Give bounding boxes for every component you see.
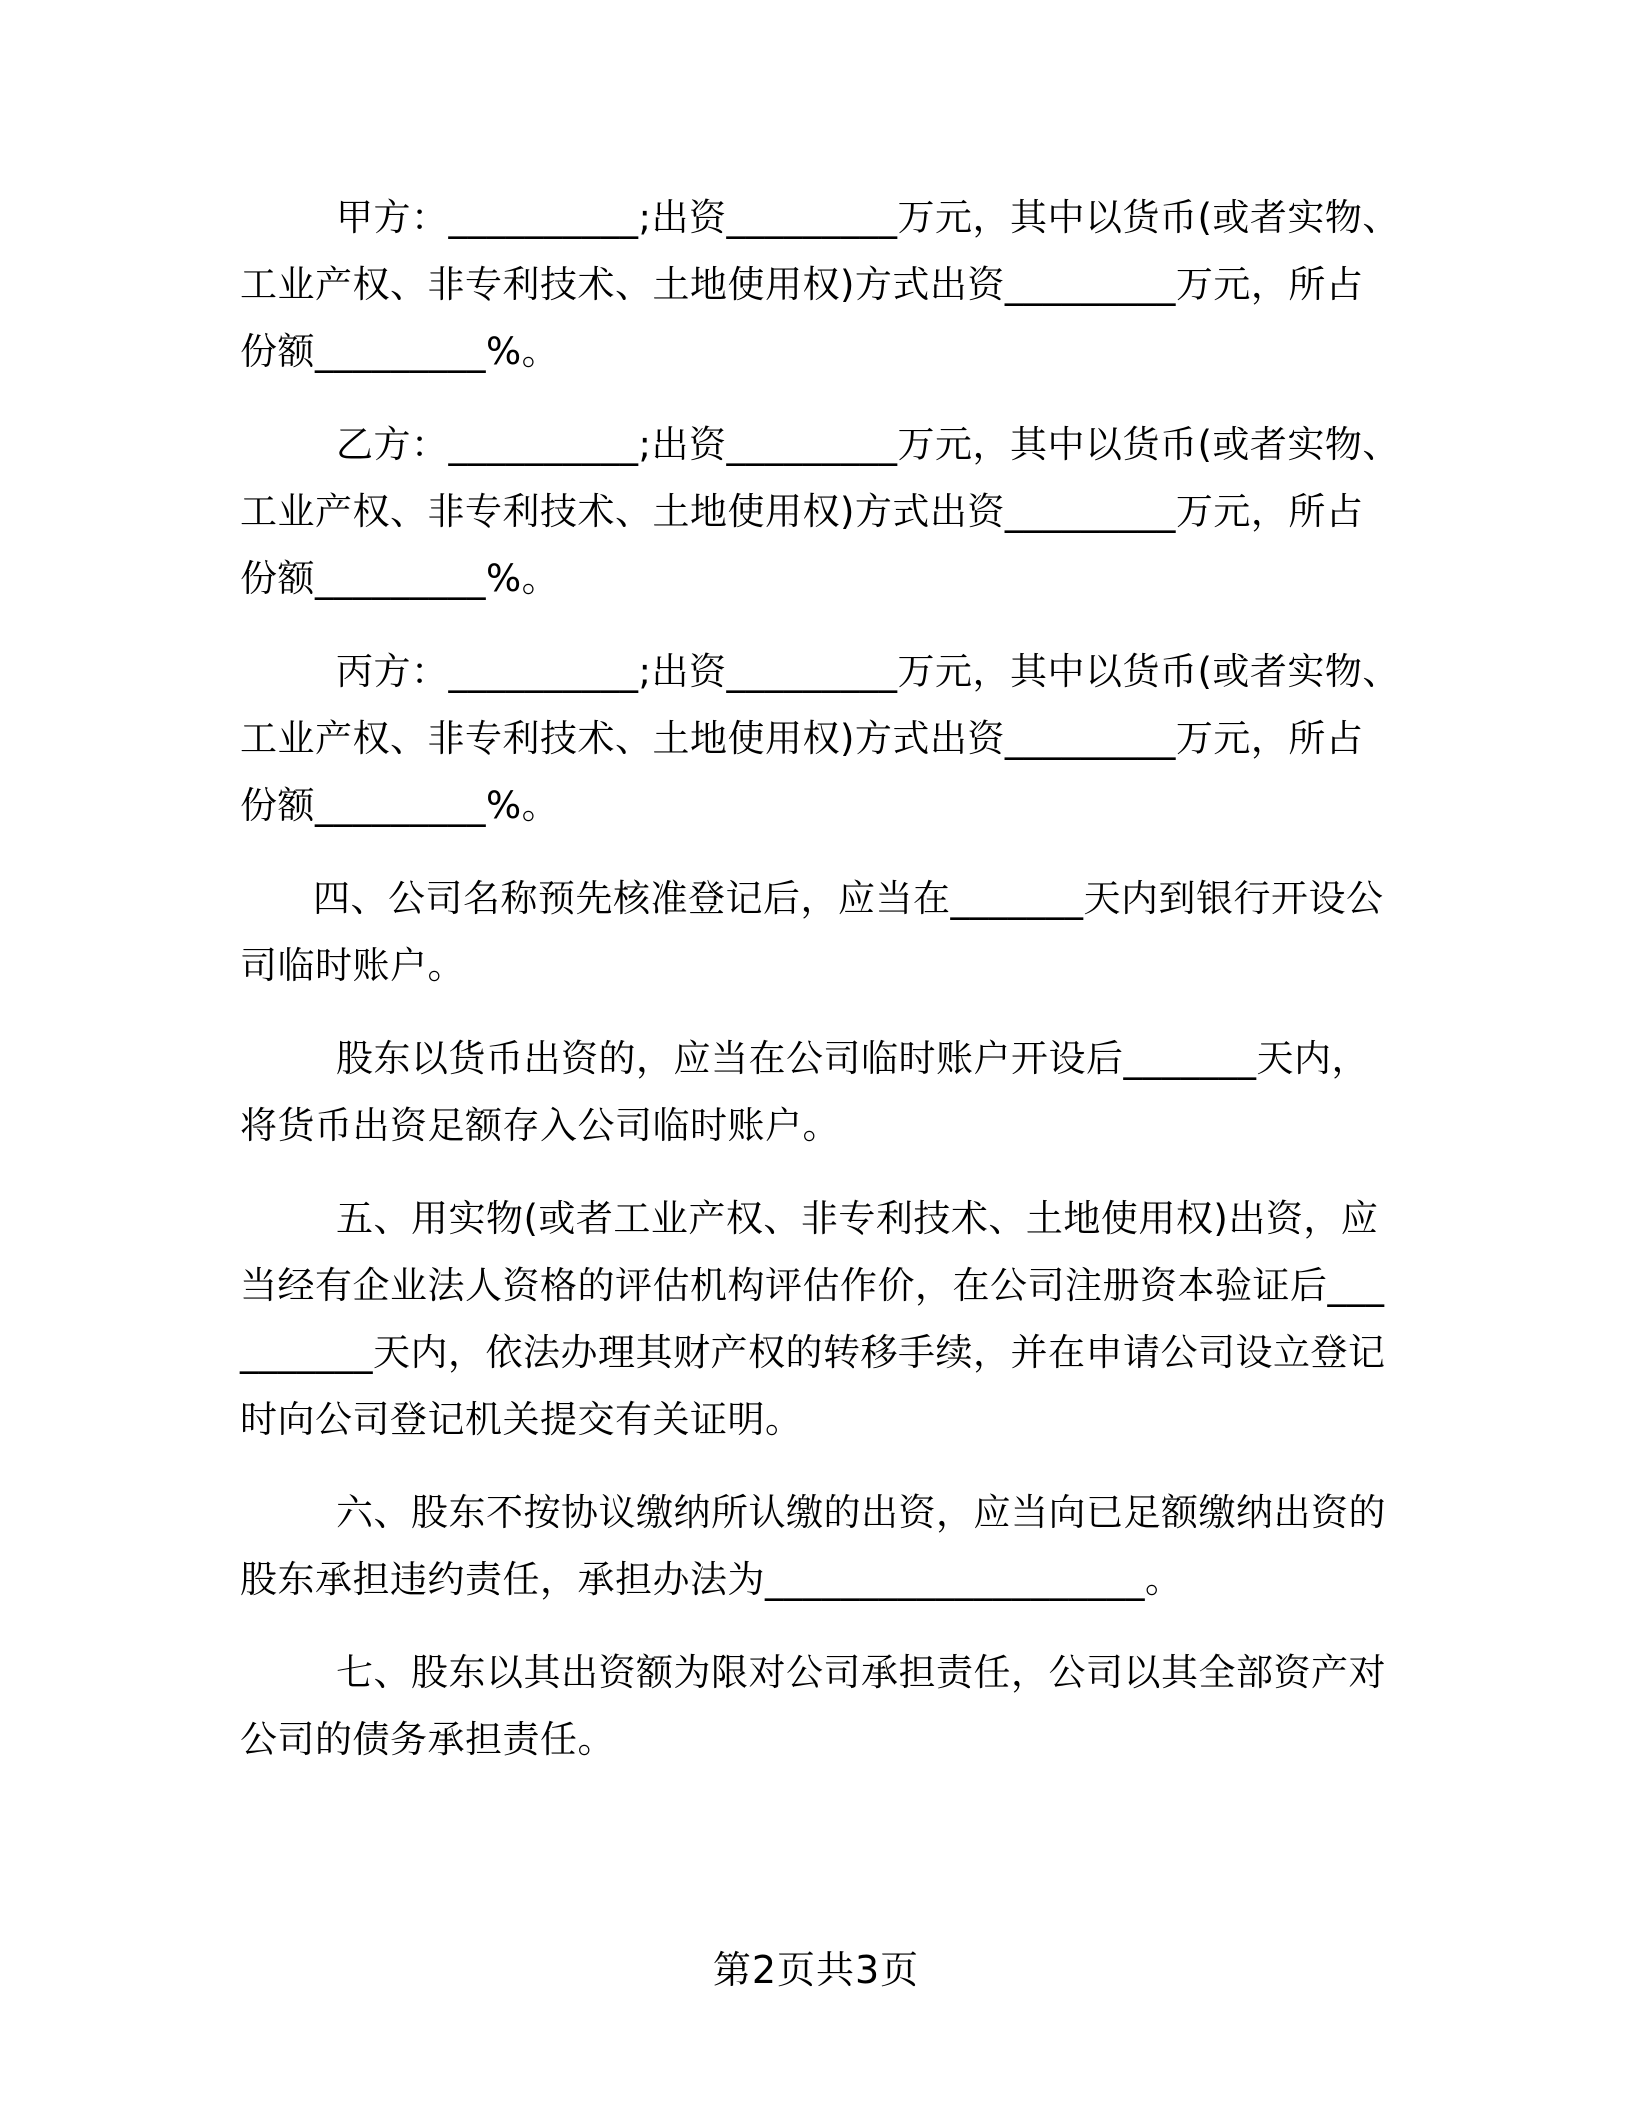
section-6-paragraph: 六、股东不按协议缴纳所认缴的出资，应当向已足额缴纳出资的股东承担违约责任，承担办法为____________________。 <box>240 1491 1386 1601</box>
party-c-contribution-paragraph: 丙方：__________;出资_________万元，其中以货币(或者实物、工业产权、非专利技术、土地使用权)方式出资_________万元，所占份额_________%。 <box>240 650 1400 827</box>
page-number-footer: 第2页共3页 <box>712 1948 920 1992</box>
section-4-paragraph: 四、公司名称预先核准登记后，应当在_______天内到银行开设公司临时账户。 <box>240 877 1384 987</box>
party-a-contribution-paragraph: 甲方：__________;出资_________万元，其中以货币(或者实物、工业产权、非专利技术、土地使用权)方式出资_________万元，所占份额_________%。 <box>240 196 1400 373</box>
section-7-paragraph: 七、股东以其出资额为限对公司承担责任，公司以其全部资产对公司的债务承担责任。 <box>240 1651 1386 1761</box>
section-5-paragraph: 五、用实物(或者工业产权、非专利技术、土地使用权)出资，应当经有企业法人资格的评估机构评估作价，在公司注册资本验证后__________天内，依法办理其财产权的转移手续，并在申请公司设立登记时向公司登记机关提交有关证明。 <box>240 1197 1386 1441</box>
cash-contribution-paragraph: 股东以货币出资的，应当在公司临时账户开设后_______天内，将货币出资足额存入公司临时账户。 <box>240 1037 1369 1147</box>
party-b-contribution-paragraph: 乙方：__________;出资_________万元，其中以货币(或者实物、工业产权、非专利技术、土地使用权)方式出资_________万元，所占份额_________%。 <box>240 423 1400 600</box>
document-body <box>240 184 1400 1799</box>
